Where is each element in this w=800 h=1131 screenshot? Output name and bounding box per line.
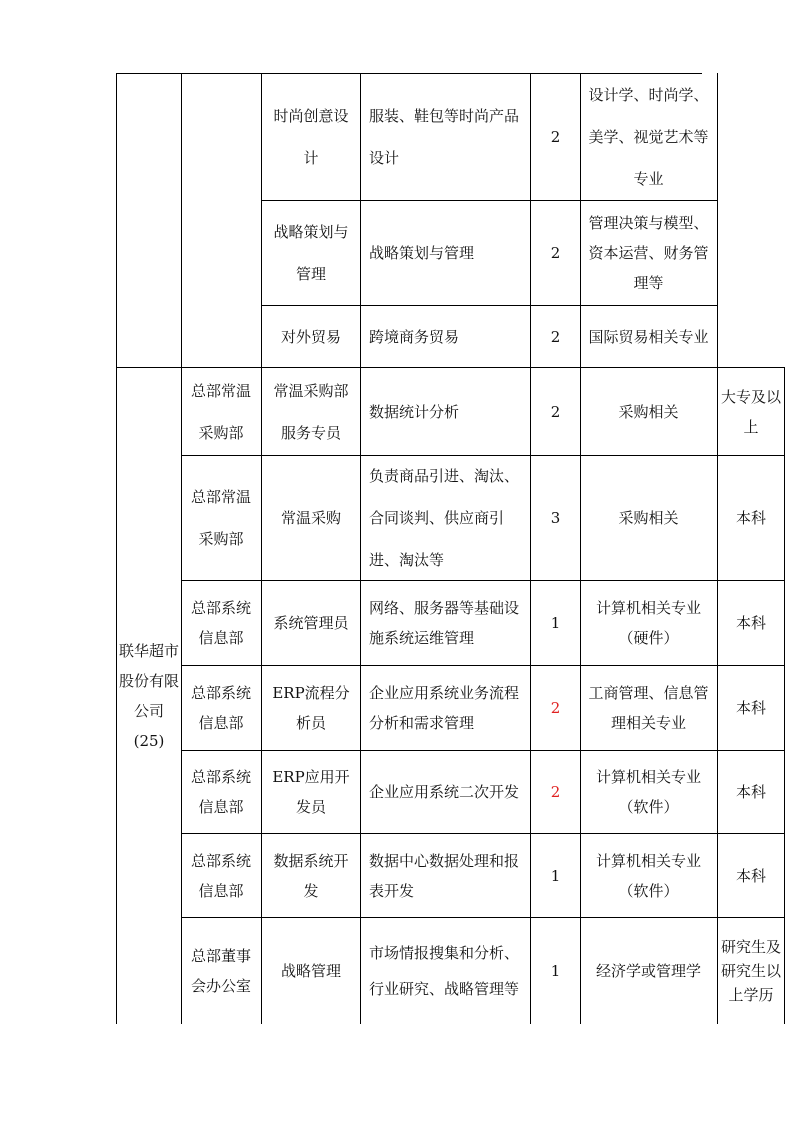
major-cell: 设计学、时尚学、美学、视觉艺术等专业 (588, 86, 709, 188)
position-cell: 常温采购 (280, 509, 341, 527)
count-cell: 1 (550, 866, 561, 885)
position-cell: 常温采购部服务专员 (273, 381, 349, 442)
major-cell: 采购相关 (618, 402, 679, 421)
education-cell: 本科 (735, 614, 766, 632)
major-cell: 工商管理、信息管理相关专业 (588, 684, 709, 732)
duty-cell: 市场情报搜集和分析、行业研究、战略管理等 (369, 944, 520, 998)
count-cell: 1 (550, 614, 561, 632)
dept-cell: 总部系统信息部 (190, 768, 251, 816)
duty-cell: 企业应用系统业务流程分析和需求管理 (369, 684, 520, 732)
position-cell: ERP流程分析员 (272, 684, 350, 732)
position-cell: 数据系统开发 (273, 851, 349, 900)
column-divider (717, 73, 718, 1024)
duty-cell: 跨境商务贸易 (369, 327, 460, 346)
count-cell: 3 (550, 509, 561, 527)
duty-cell: 战略策划与管理 (369, 244, 475, 262)
position-cell: 时尚创意设计 (273, 107, 349, 167)
major-cell: 计算机相关专业（硬件） (595, 599, 701, 647)
company-cell: 联华超市股份有限公司(25) (119, 642, 180, 750)
count-cell: 2 (550, 402, 561, 421)
count-cell: 2 (550, 244, 561, 262)
education-cell: 研究生及研究生以上学历 (720, 938, 781, 1004)
count-cell: 2 (550, 327, 561, 346)
count-cell: 2 (550, 699, 561, 717)
duty-cell: 服装、鞋包等时尚产品设计 (369, 107, 520, 167)
dept-cell: 总部系统信息部 (190, 684, 251, 732)
dept-cell: 总部董事会办公室 (190, 947, 251, 995)
duty-cell: 负责商品引进、淘汰、合同谈判、供应商引进、淘汰等 (369, 467, 520, 569)
position-cell: 战略策划与管理 (273, 223, 349, 283)
major-cell: 管理决策与模型、资本运营、财务管理等 (588, 214, 709, 292)
count-cell: 2 (550, 783, 561, 801)
count-cell: 1 (550, 962, 561, 980)
position-cell: ERP应用开发员 (272, 768, 350, 816)
duty-cell: 网络、服务器等基础设施系统运维管理 (369, 599, 520, 647)
education-cell: 大专及以上 (720, 387, 781, 436)
dept-cell: 总部系统信息部 (190, 851, 251, 900)
education-cell: 本科 (735, 783, 766, 801)
dept-cell: 总部常温采购部 (190, 488, 251, 548)
position-cell: 系统管理员 (273, 614, 349, 632)
duty-cell: 数据中心数据处理和报表开发 (369, 851, 520, 900)
column-divider (181, 73, 182, 1024)
dept-cell: 总部系统信息部 (190, 599, 251, 647)
duty-cell: 数据统计分析 (369, 402, 460, 421)
table-border-right (784, 367, 785, 1024)
major-cell: 采购相关 (618, 509, 679, 527)
education-cell: 本科 (735, 866, 766, 885)
duty-cell: 企业应用系统二次开发 (369, 783, 520, 801)
major-cell: 计算机相关专业（软件） (595, 768, 701, 816)
education-cell: 本科 (735, 509, 766, 527)
major-cell: 计算机相关专业（软件） (595, 851, 701, 900)
major-cell: 经济学或管理学 (595, 962, 701, 980)
count-cell: 2 (550, 128, 561, 146)
position-cell: 战略管理 (280, 962, 341, 980)
column-divider (261, 73, 262, 1024)
education-cell: 本科 (735, 699, 766, 717)
dept-cell: 总部常温采购部 (190, 381, 251, 442)
column-divider (580, 73, 581, 1024)
position-cell: 对外贸易 (280, 327, 341, 346)
major-cell: 国际贸易相关专业 (588, 327, 709, 346)
